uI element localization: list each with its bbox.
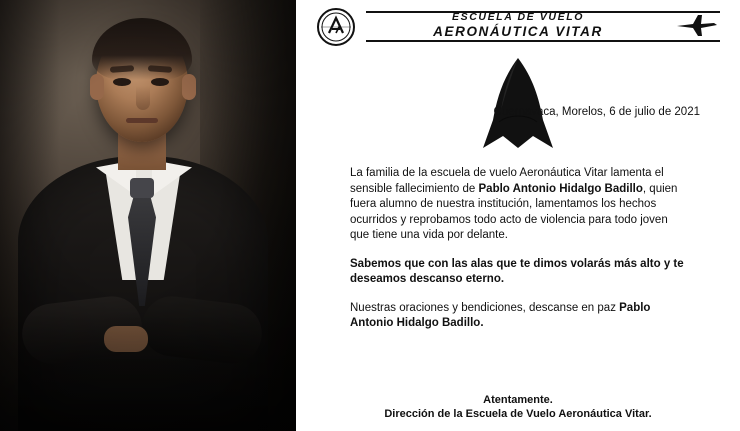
subject-hair [92, 18, 192, 80]
paragraph-3-run-1: Nuestras oraciones y bendiciones, descanse en paz [350, 301, 620, 314]
black-mourning-ribbon-icon [463, 52, 573, 156]
dateline: Cuernavaca, Morelos, 6 de julio de 2021 [493, 106, 700, 118]
subject-necktie-knot [130, 178, 154, 198]
school-name-line-2: AERONÁUTICA VITAR [433, 24, 603, 39]
notice-paragraph-1 [350, 166, 686, 244]
paragraph-2-run-1: Sabemos que con las alas que te dimos volarás más alto y te deseamos descanso eterno. [350, 257, 684, 285]
signoff-line-1: Atentamente. [483, 394, 553, 406]
paragraph-1-run-2-name: Pablo Antonio Hidalgo Badillo [478, 182, 643, 195]
subject-ear-left [90, 74, 104, 100]
notice-paragraph-2 [350, 257, 686, 288]
photo-bottom-shadow [0, 311, 296, 431]
mourning-ribbon-area [296, 48, 740, 160]
notice-paragraph-3 [350, 301, 686, 332]
signoff-line-2: Dirección de la Escuela de Vuelo Aeronáutica Vitar. [384, 408, 652, 420]
paragraph-1-run-3: , quien fuera alumno de nuestra institución, lamentamos los hechos ocurridos y reprobamos todo acto de violencia para todo joven que tiene una vida por delante. [350, 182, 678, 241]
masthead-rule-bottom [366, 40, 720, 42]
airplane-icon [676, 12, 718, 38]
subject-nose [136, 86, 150, 110]
paragraph-3-run-2-name: Pablo Antonio Hidalgo Badillo. [350, 301, 651, 329]
notice-signoff [296, 393, 740, 421]
subject-ear-right [182, 74, 196, 100]
subject-eye-left [113, 78, 131, 86]
school-name-line-1: ESCUELA DE VUELO [452, 11, 584, 23]
subject-eye-right [151, 78, 169, 86]
subject-mouth [126, 118, 158, 123]
obituary-notice [296, 0, 740, 431]
notice-body [296, 160, 740, 332]
portrait-photo [0, 0, 296, 431]
paragraph-1-run-1: La familia de la escuela de vuelo Aeronáutica Vitar lamenta el sensible fallecimiento de [350, 167, 664, 195]
notice-masthead [296, 0, 740, 46]
